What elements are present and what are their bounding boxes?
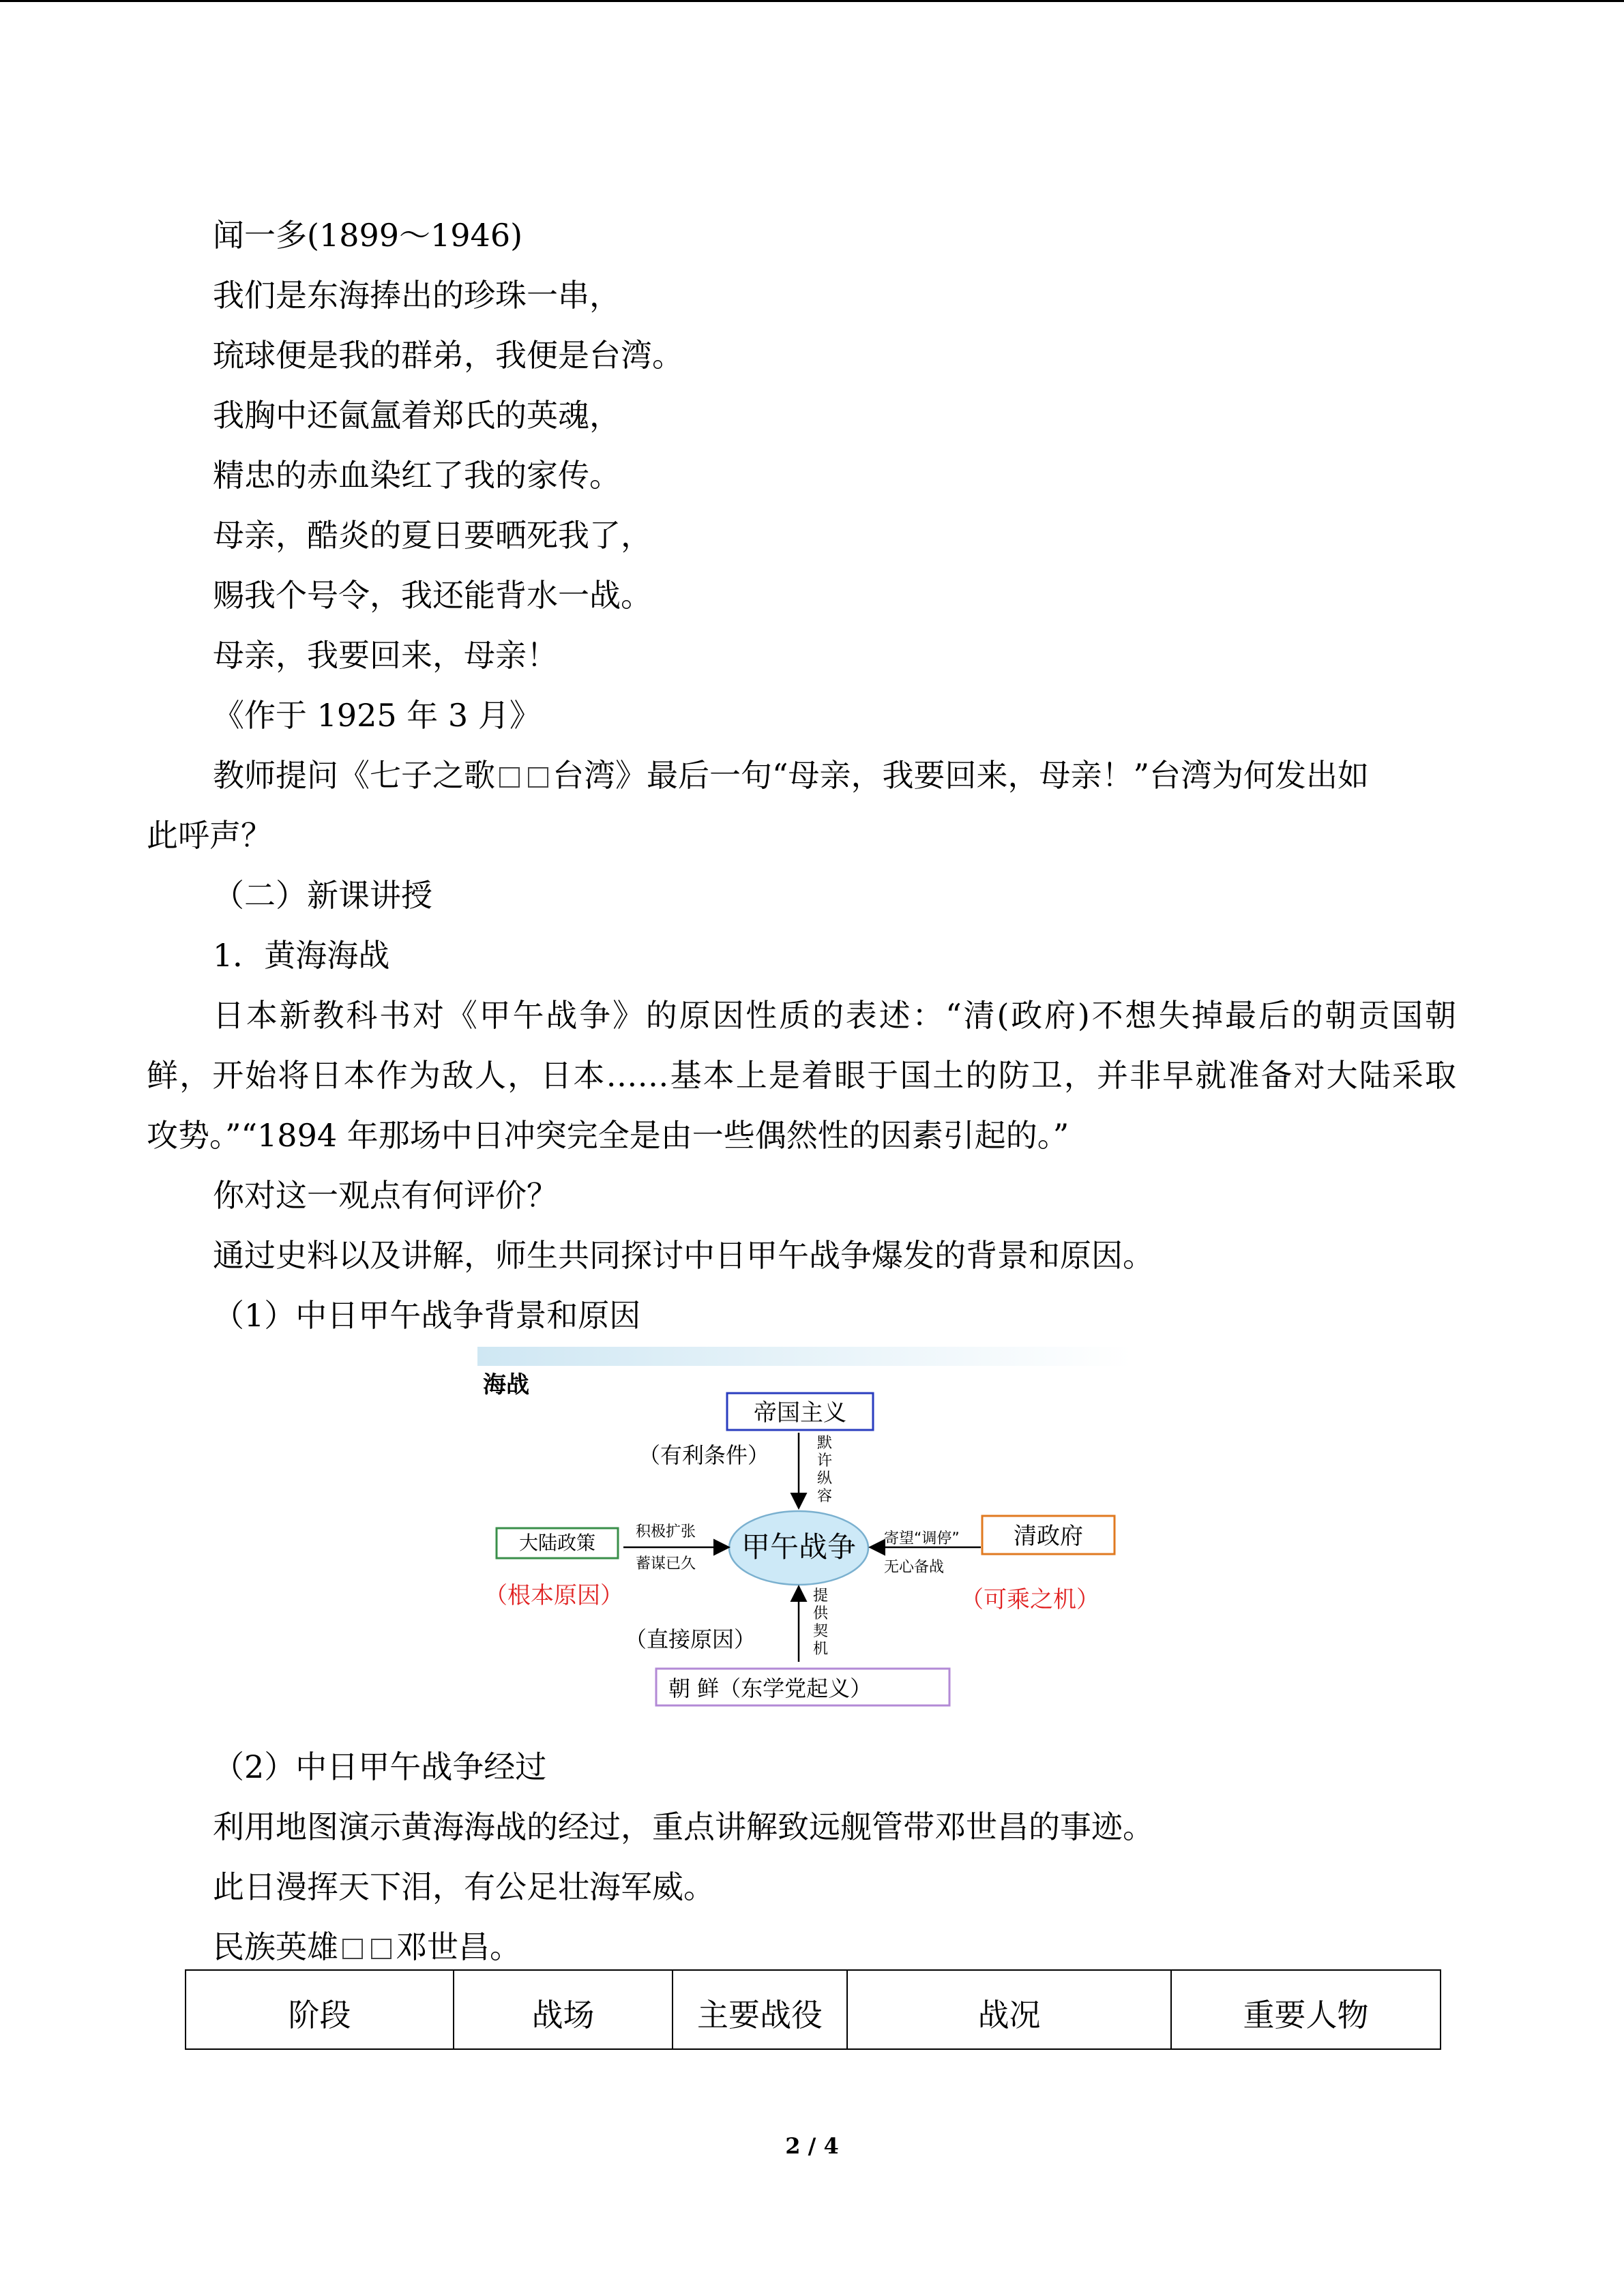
left-box-label: 大陆政策 (518, 1532, 596, 1554)
war-causes-diagram (477, 1347, 1146, 1712)
right-arrow-bottom: 无心备战 (884, 1559, 945, 1576)
right-box-label: 清政府 (1014, 1523, 1083, 1550)
missing-char-box (499, 767, 520, 788)
page-number: 2 / 4 (785, 2133, 839, 2159)
war-stages-table (185, 1969, 1441, 2050)
table-header-cell: 战况 (847, 1970, 1171, 2049)
map-line: 利用地图演示黄海海战的经过，重点讲解致远舰管带邓世昌的事迹。 (213, 1808, 1154, 1845)
discussion-line: 通过史料以及讲解，师生共同探讨中日甲午战争爆发的背景和原因。 (213, 1237, 1154, 1274)
poem-author: 闻一多(1899～1946) (213, 217, 523, 254)
table-header-cell: 战场 (454, 1970, 673, 2049)
top-vert-3: 纵 (817, 1470, 833, 1487)
right-label: （可乘之机） (960, 1586, 1099, 1613)
top-box-label: 帝国主义 (754, 1399, 846, 1427)
poem-line: 我们是东海捧出的珍珠一串， (213, 277, 621, 314)
teacher-question: 教师提问《七子之歌 台湾》最后一句“母亲，我要回来，母亲！”台湾为何发出如 (213, 757, 1370, 794)
poem-line: 母亲，我要回来，母亲！ (213, 637, 558, 674)
poem-line: 精忠的赤血染红了我的家传。 (213, 457, 621, 494)
top-label: （有利条件） (638, 1442, 770, 1468)
hero-line: 民族英雄 邓世昌。 (213, 1928, 521, 1965)
teacher-question-cont: 此呼声？ (147, 817, 272, 854)
missing-char-box (371, 1939, 392, 1959)
bottom-vert-4: 机 (813, 1641, 829, 1658)
poem-line: 赐我个号令，我还能背水一战。 (213, 577, 652, 614)
top-vert-4: 容 (817, 1488, 833, 1505)
bottom-vert-2: 供 (813, 1605, 829, 1622)
sub-heading-2: （2）中日甲午战争经过 (213, 1748, 547, 1785)
table-header-cell: 阶段 (186, 1970, 454, 2049)
poem-date: 《作于 1925 年 3 月》 (213, 697, 541, 734)
couplet: 此日漫挥天下泪，有公足壮海军威。 (213, 1868, 715, 1905)
bottom-label: （直接原因） (625, 1626, 756, 1652)
section-heading: （二）新课讲授 (213, 877, 432, 914)
corner-label: 海战 (483, 1371, 529, 1399)
poem-line: 母亲，酷炎的夏日要晒死我了， (213, 517, 652, 554)
left-arrow-top: 积极扩张 (636, 1523, 696, 1540)
header-band (477, 1347, 1132, 1366)
poem-line: 我胸中还氤氲着郑氏的英魂， (213, 397, 621, 434)
table-header-cell: 主要战役 (673, 1970, 847, 2049)
poem-line: 琉球便是我的群弟，我便是台湾。 (213, 337, 683, 374)
subsection-heading: 1．黄海海战 (213, 937, 390, 974)
bottom-vert-1: 提 (813, 1587, 829, 1605)
missing-char-box (528, 767, 548, 788)
right-arrow-top: 寄望“调停” (884, 1530, 960, 1547)
sub-heading-1: （1）中日甲午战争背景和原因 (213, 1297, 641, 1334)
left-label: （根本原因） (484, 1582, 623, 1609)
missing-char-box (342, 1939, 363, 1959)
table-header-row (186, 1970, 1441, 2049)
textbook-para-line2: 鲜，开始将日本作为敌人，日本……基本上是着眼于国土的防卫，并非早就准备对大陆采取 (147, 1057, 1456, 1094)
top-border-line (0, 0, 1624, 2)
bottom-vert-3: 契 (813, 1623, 829, 1640)
textbook-para-line1: 日本新教科书对《甲午战争》的原因性质的表述：“清(政府)不想失掉最后的朝贡国朝 (213, 997, 1456, 1034)
table-header-cell: 重要人物 (1171, 1970, 1441, 2049)
top-vert-2: 许 (817, 1452, 833, 1470)
evaluate-question: 你对这一观点有何评价？ (213, 1177, 558, 1214)
top-vert-1: 默 (817, 1435, 833, 1452)
center-label: 甲午战争 (741, 1530, 857, 1564)
left-arrow-bottom: 蓄谋已久 (636, 1555, 696, 1572)
textbook-para-line3: 攻势。”“1894 年那场中日冲突完全是由一些偶然性的因素引起的。” (147, 1117, 1069, 1154)
bottom-box-label: 朝 鲜（东学党起义） (668, 1675, 872, 1701)
